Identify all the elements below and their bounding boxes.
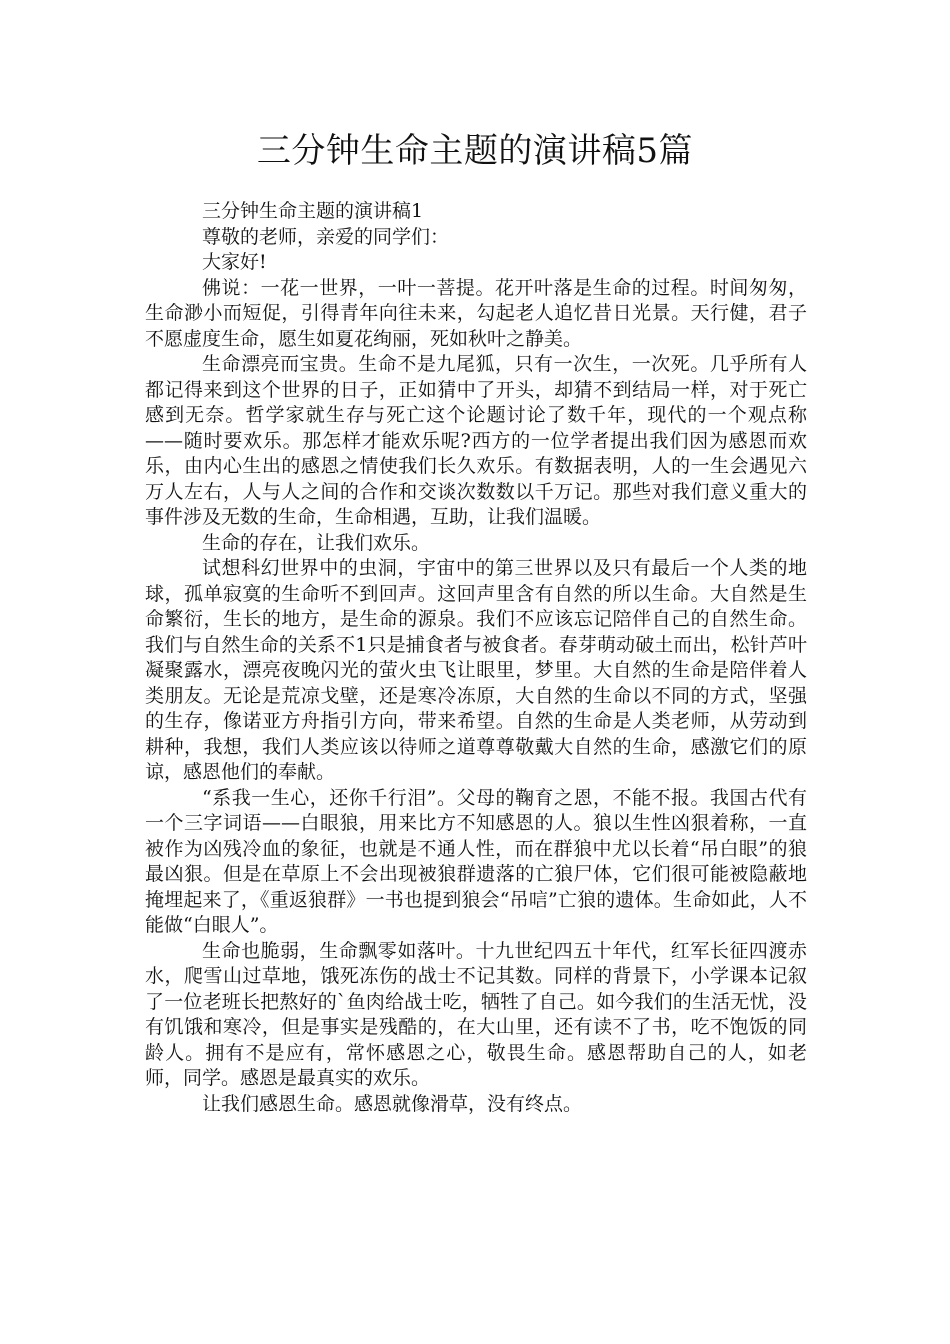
document-body xyxy=(145,199,807,1117)
body-paragraph: 让我们感恩生命。感恩就像滑草，没有终点。 xyxy=(202,1092,583,1115)
body-paragraph: “系我一生心，还你千行泪”。父母的鞠育之恩，不能不报。我国古代有一个三字词语——白眼狼，用来比方不知感恩的人。狼以生性凶狠着称，一直被作为凶残冷血的象征，也就是不通人性，而在群狼中尤以长着“吊白眼”的狼最凶狠。但是在草原上不会出现被狼群遗落的亡狼尸体，它们很可能被隐蔽地掩埋起来了，《重返狼群》一书也提到狼会“吊唁”亡狼的遗体。生命如此，人不能做“白眼人”。 xyxy=(145,786,807,936)
body-paragraph: 生命漂亮而宝贵。生命不是九尾狐，只有一次生，一次死。几乎所有人都记得来到这个世界的日子，正如猜中了开头，却猜不到结局一样，对于死亡感到无奈。哲学家就生存与死亡这个论题讨论了数千年，现代的一个观点称——随时要欢乐。那怎样才能欢乐呢?西方的一位学者提出我们因为感恩而欢乐，由内心生出的感恩之情使我们长久欢乐。有数据表明，人的一生会遇见六万人左右，人与人之间的合作和交谈次数数以千万记。那些对我们意义重大的事件涉及无数的生命，生命相遇，互助，让我们温暖。 xyxy=(145,353,807,528)
page-title: 三分钟生命主题的演讲稿5篇 xyxy=(256,131,694,171)
body-paragraph: 生命也脆弱，生命飘零如落叶。十九世纪四五十年代，红军长征四渡赤水，爬雪山过草地，饿死冻伤的战士不记其数。同样的背景下，小学课本记叙了一位老班长把熬好的`鱼肉给战士吃，牺牲了自己。如今我们的生活无忧，没有饥饿和寒冷，但是事实是残酷的，在大山里，还有读不了书，吃不饱饭的同龄人。拥有不是应有，常怀感恩之心，敬畏生命。感恩帮助自己的人，如老师，同学。感恩是最真实的欢乐。 xyxy=(145,939,807,1089)
body-paragraph: 生命的存在，让我们欢乐。 xyxy=(202,531,431,554)
body-paragraph: 试想科幻世界中的虫洞，宇宙中的第三世界以及只有最后一个人类的地球，孤单寂寞的生命听不到回声。这回声里含有自然的所以生命。大自然是生命繁衍，生长的地方，是生命的源泉。我们不应该忘记陪伴自己的自然生命。我们与自然生命的关系不1只是捕食者与被食者。春芽萌动破土而出，松针芦叶凝聚露水，漂亮夜晚闪光的萤火虫飞让眼里，梦里。大自然的生命是陪伴着人类朋友。无论是荒凉戈壁，还是寒冷冻原，大自然的生命以不同的方式，坚强的生存，像诺亚方舟指引方向，带来希望。自然的生命是人类老师，从劳动到耕种，我想，我们人类应该以待师之道尊尊敬戴大自然的生命，感激它们的原谅，感恩他们的奉献。 xyxy=(145,557,807,783)
subtitle-paragraph: 三分钟生命主题的演讲稿1 xyxy=(202,200,424,222)
salutation-paragraph: 尊敬的老师，亲爱的同学们： xyxy=(202,225,450,248)
greeting-paragraph: 大家好! xyxy=(202,251,267,273)
body-paragraph: 佛说：一花一世界，一叶一菩提。花开叶落是生命的过程。时间匆匆，生命渺小而短促，引得青年向往未来，勾起老人追忆昔日光景。天行健，君子不愿虚度生命，愿生如夏花绚丽，死如秋叶之静美。 xyxy=(145,276,807,350)
